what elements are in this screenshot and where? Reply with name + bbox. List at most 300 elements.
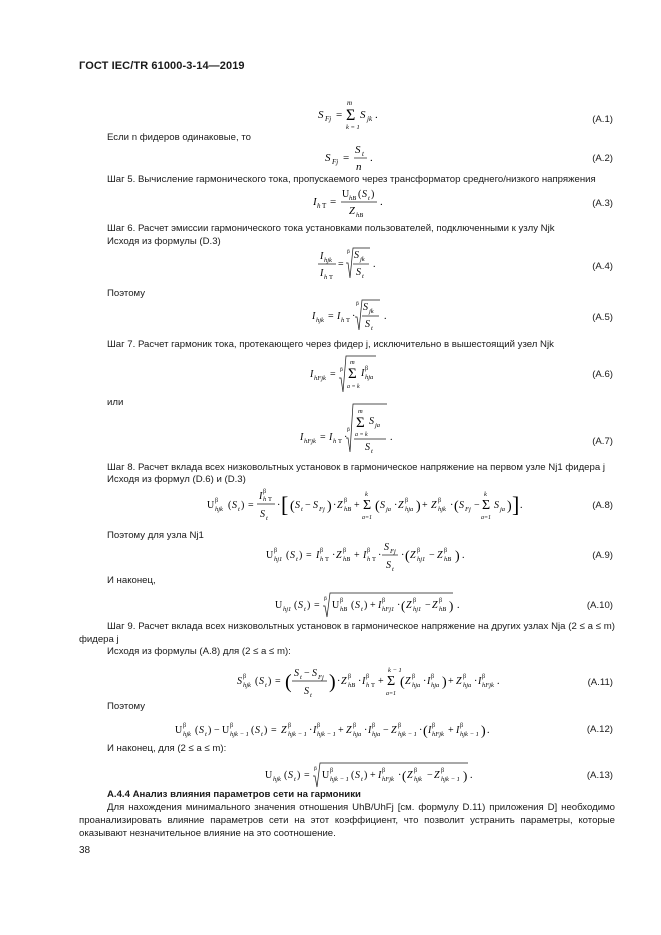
svg-text:hjk: hjk [316, 317, 324, 324]
svg-text:(: ( [351, 770, 355, 781]
svg-text:): ) [327, 499, 332, 514]
document-header: ГОСТ IEC/TR 61000-3-14—2019 [79, 60, 245, 72]
svg-text:β: β [330, 768, 334, 774]
svg-text:S: S [355, 770, 360, 781]
svg-text:jk: jk [369, 308, 374, 315]
equation-a9-graphic [266, 538, 476, 574]
svg-text:t: t [301, 506, 303, 513]
svg-text:=: = [304, 770, 310, 781]
svg-text:(: ( [195, 725, 199, 736]
svg-text:·: · [309, 725, 313, 736]
svg-text:hjk − 1: hjk − 1 [330, 776, 349, 783]
svg-text:hjk: hjk [243, 682, 251, 689]
svg-text:I: I [478, 676, 482, 687]
svg-text:Σ: Σ [346, 107, 356, 124]
svg-text:−: − [427, 770, 433, 781]
svg-text:): ) [329, 671, 336, 693]
svg-text:U: U [222, 725, 230, 736]
svg-text:hB: hB [439, 606, 447, 613]
svg-text:): ) [507, 499, 512, 514]
svg-text:a=1: a=1 [386, 691, 397, 697]
svg-text:·: · [397, 600, 401, 611]
svg-text:−: − [214, 725, 220, 736]
svg-text:Z: Z [410, 550, 416, 561]
svg-text:S: S [290, 550, 295, 561]
svg-text:.: . [520, 500, 523, 511]
svg-text:k: k [365, 491, 368, 498]
svg-text:·: · [358, 676, 362, 687]
svg-text:hj1: hj1 [417, 556, 426, 563]
svg-text:hFjk: hFjk [432, 731, 444, 738]
svg-text:β: β [382, 598, 386, 604]
svg-text:β: β [460, 723, 464, 729]
svg-text:S: S [355, 144, 361, 156]
svg-text:+: + [338, 725, 344, 736]
svg-text:=: = [314, 600, 320, 611]
svg-text:I: I [300, 432, 304, 443]
svg-text:Z: Z [398, 500, 404, 511]
svg-text:jk: jk [360, 256, 365, 263]
svg-text:(: ( [285, 671, 292, 693]
svg-text:β: β [482, 674, 486, 680]
svg-text:hja: hja [412, 682, 421, 689]
svg-text:h: h [324, 274, 328, 281]
svg-text:Z: Z [431, 500, 437, 511]
equation-a3-graphic [313, 185, 393, 219]
svg-text:S: S [365, 442, 370, 453]
svg-text:t: t [361, 606, 363, 613]
equation-a12 [175, 713, 525, 748]
svg-text:.: . [373, 259, 376, 270]
svg-text:U: U [322, 770, 330, 781]
svg-text:·: · [364, 725, 368, 736]
svg-text:β: β [215, 498, 219, 504]
svg-text:T: T [346, 317, 350, 324]
svg-text:h: h [366, 682, 370, 689]
equation-a8 [207, 484, 527, 529]
text-line: Если n фидеров одинаковые, то [107, 132, 251, 143]
svg-text:+: + [370, 770, 376, 781]
svg-text:S: S [384, 542, 389, 553]
equation-a6-graphic [310, 354, 390, 396]
svg-text:h: h [333, 438, 337, 445]
svg-text:β: β [444, 548, 448, 554]
svg-text:.: . [497, 676, 500, 687]
svg-text:β: β [320, 548, 324, 554]
svg-text:hB: hB [444, 556, 452, 563]
equation-a6 [310, 354, 390, 399]
svg-text:=: = [338, 259, 344, 270]
text-line: Шаг 6. Расчет эмиссии гармонического тока установками пользователей, подключенными к узлу Njk [107, 223, 555, 234]
svg-text:I: I [427, 676, 431, 687]
svg-text:S: S [260, 509, 265, 520]
svg-text:T: T [268, 496, 272, 503]
equation-number-a10: (A.10) [586, 600, 613, 611]
svg-text:S: S [363, 302, 368, 313]
svg-text:S: S [365, 319, 370, 330]
svg-text:hB: hB [340, 606, 348, 613]
svg-text:S: S [288, 770, 293, 781]
svg-text:k = 1: k = 1 [346, 124, 360, 131]
svg-text:.: . [384, 311, 387, 322]
text-line: Поэтому [107, 288, 146, 299]
svg-text:): ) [455, 549, 460, 564]
svg-text:I: I [363, 550, 367, 561]
svg-text:·: · [344, 432, 348, 443]
equation-number-a8: (A.8) [592, 500, 613, 511]
svg-text:β: β [347, 249, 350, 255]
svg-text:I: I [428, 725, 432, 736]
svg-text:Z: Z [405, 676, 411, 687]
text-line: или [107, 397, 124, 408]
svg-text:t: t [310, 692, 312, 699]
svg-text:(: ( [402, 768, 407, 783]
svg-text:Z: Z [336, 550, 342, 561]
svg-text:m: m [358, 408, 363, 415]
svg-text:I: I [329, 432, 333, 443]
svg-text:t: t [205, 731, 207, 738]
text-line: И наконец, для (2 ≤ a ≤ m): [107, 743, 227, 754]
svg-text:=: = [330, 196, 337, 208]
svg-text:t: t [362, 150, 364, 158]
svg-text:.: . [487, 725, 490, 736]
svg-text:): ) [463, 768, 468, 783]
svg-text:·: · [332, 550, 336, 561]
text-line: И наконец, [107, 575, 156, 586]
equation-number-a5: (A.5) [592, 312, 613, 323]
svg-text:β: β [344, 498, 348, 504]
svg-text:a = k: a = k [347, 384, 360, 390]
svg-text:−: − [383, 725, 389, 736]
equation-a3 [313, 185, 393, 222]
svg-text:S: S [356, 267, 361, 278]
svg-text:T: T [329, 274, 333, 281]
svg-text:t: t [261, 731, 263, 738]
equation-a1-graphic [318, 98, 408, 132]
equation-a9 [266, 538, 476, 577]
equation-a11-graphic [237, 660, 507, 704]
svg-text:β: β [356, 301, 359, 307]
svg-text:t: t [368, 195, 370, 202]
svg-text:S: S [362, 189, 367, 200]
svg-text:β: β [347, 427, 350, 433]
svg-text:ja: ja [500, 506, 506, 513]
svg-text:Z: Z [437, 550, 443, 561]
svg-text:β: β [414, 768, 418, 774]
section-heading: A.4.4 Анализ влияния параметров сети на гармоники [107, 789, 361, 800]
svg-text:Σ: Σ [356, 415, 365, 431]
svg-text:β: β [317, 723, 321, 729]
svg-text:S: S [313, 500, 318, 511]
svg-text:hFj1: hFj1 [382, 606, 395, 613]
text-paragraph: Шаг 9. Расчет вклада всех низковольтных установок в гармоническое напряжение на других узлах Nja (2 ≤ a ≤ m) фидера j [79, 621, 615, 645]
svg-text:−: − [304, 668, 310, 679]
svg-text:I: I [368, 725, 372, 736]
svg-text:hjk − 1: hjk − 1 [460, 731, 479, 738]
svg-text:k − 1: k − 1 [388, 667, 402, 674]
svg-text:a = k: a = k [355, 432, 368, 438]
svg-text:): ) [416, 499, 421, 514]
equation-number-a12: (A.12) [586, 724, 613, 735]
svg-text:S: S [380, 500, 385, 511]
svg-text:−: − [425, 600, 431, 611]
svg-text:]: ] [512, 492, 520, 517]
svg-text:): ) [442, 675, 447, 690]
svg-text:hjk − 1: hjk − 1 [398, 731, 417, 738]
svg-text:·: · [333, 500, 337, 511]
svg-text:I: I [259, 491, 263, 502]
text-line: Исходя из формулы (D.3) [107, 236, 221, 247]
equation-a10-graphic [275, 590, 465, 620]
svg-text:β: β [243, 674, 247, 680]
svg-text:I: I [378, 600, 382, 611]
svg-text:(: ( [255, 676, 259, 687]
svg-text:I: I [361, 368, 365, 379]
svg-text:hB: hB [344, 506, 352, 513]
svg-text:): ) [364, 600, 368, 611]
svg-text:n: n [356, 161, 362, 173]
svg-text:hja: hja [405, 506, 414, 513]
equation-a2-graphic [325, 142, 385, 174]
text-paragraph: Для нахождения минимального значения отношения UhB/UhFj [см. формулу D.11) приложения D] необходимо проанализировать влияние параметров сети на этот коэффициент, что позволит устранить параметры, которые оказывают незначительное влияние на это соотношение. [79, 802, 615, 839]
svg-text:Z: Z [434, 770, 440, 781]
svg-text:β: β [405, 498, 409, 504]
svg-text:β: β [382, 768, 386, 774]
svg-text:I: I [320, 251, 324, 262]
svg-text:.: . [470, 770, 473, 781]
equation-a10 [275, 590, 465, 623]
svg-text:S: S [304, 686, 309, 697]
svg-text:Z: Z [349, 206, 355, 217]
svg-text:hjk − 1: hjk − 1 [317, 731, 336, 738]
svg-text:β: β [432, 723, 436, 729]
text-line: Исходя из формул (D.6) и (D.3) [107, 474, 246, 485]
svg-text:=: = [336, 109, 343, 121]
svg-text:T: T [372, 556, 376, 563]
equation-a2 [325, 142, 385, 177]
svg-text:·: · [419, 725, 423, 736]
svg-text:T: T [325, 556, 329, 563]
svg-text:(: ( [286, 550, 290, 561]
svg-text:): ) [449, 598, 454, 613]
svg-text:hjk: hjk [273, 776, 281, 783]
svg-text:hjk: hjk [215, 506, 223, 513]
svg-text:Σ: Σ [387, 674, 396, 689]
svg-text:Fj: Fj [332, 158, 339, 166]
svg-text:I: I [313, 196, 317, 208]
equation-number-a7: (A.7) [592, 436, 613, 447]
svg-text:jk: jk [367, 115, 373, 123]
svg-text:β: β [274, 548, 278, 554]
svg-text:I: I [378, 770, 382, 781]
equation-number-a13: (A.13) [586, 770, 613, 781]
svg-text:β: β [417, 548, 421, 554]
svg-text:I: I [312, 311, 316, 322]
svg-text:S: S [294, 668, 299, 679]
svg-text:a=1: a=1 [481, 515, 492, 521]
text-line: Шаг 5. Вычисление гармонического тока, пропускаемого через трансформатор среднего/низкого напряжения [107, 174, 596, 185]
svg-text:ja: ja [386, 506, 392, 513]
svg-text:S: S [232, 500, 237, 511]
svg-text:hjk: hjk [414, 776, 422, 783]
svg-text:·: · [394, 500, 398, 511]
svg-text:.: . [370, 152, 373, 164]
svg-text:=: = [343, 152, 350, 164]
svg-text:t: t [371, 448, 373, 454]
svg-text:β: β [439, 598, 443, 604]
svg-text:(: ( [423, 724, 428, 739]
svg-text:h: h [341, 317, 345, 324]
svg-text:hjk − 1: hjk − 1 [441, 776, 460, 783]
equation-number-a2: (A.2) [592, 153, 613, 164]
svg-text:Z: Z [337, 500, 343, 511]
svg-text:Σ: Σ [482, 498, 491, 513]
svg-text:Fj: Fj [465, 506, 471, 513]
svg-text:·: · [401, 550, 405, 561]
svg-text:I: I [362, 676, 366, 687]
svg-text:t: t [238, 506, 240, 513]
svg-text:h: h [317, 202, 321, 210]
svg-text:hB: hB [356, 212, 364, 219]
svg-text:β: β [340, 367, 343, 373]
svg-text:β: β [314, 766, 317, 772]
svg-text:·: · [337, 676, 341, 687]
svg-text:+: + [354, 550, 360, 561]
svg-text:): ) [241, 500, 245, 511]
svg-text:U: U [175, 725, 183, 736]
svg-text:Fj: Fj [325, 115, 332, 123]
svg-text:S: S [494, 500, 499, 511]
svg-text:·: · [277, 500, 281, 511]
svg-text:S: S [298, 600, 303, 611]
svg-text:·: · [474, 676, 478, 687]
svg-text:Z: Z [341, 676, 347, 687]
svg-text:·: · [352, 311, 356, 322]
svg-text:I: I [320, 268, 324, 279]
svg-text:ja: ja [375, 422, 381, 429]
svg-text:(: ( [375, 499, 380, 514]
svg-text:hja: hja [463, 682, 472, 689]
svg-text:(: ( [358, 189, 362, 200]
svg-text:−: − [474, 500, 480, 511]
svg-text:hFjk: hFjk [382, 776, 394, 783]
svg-text:S: S [255, 725, 260, 736]
svg-text:I: I [313, 725, 317, 736]
svg-text:t: t [300, 674, 302, 681]
svg-text:·: · [450, 500, 454, 511]
svg-text:Fj: Fj [319, 506, 325, 513]
equation-a11 [237, 660, 507, 707]
svg-text:I: I [456, 725, 460, 736]
svg-text:hjk: hjk [183, 731, 191, 738]
svg-text:Z: Z [407, 770, 413, 781]
svg-text:U: U [342, 189, 350, 200]
page-number: 38 [79, 845, 91, 856]
svg-text:hFjk: hFjk [304, 438, 316, 445]
svg-text:+: + [448, 676, 454, 687]
svg-text:−: − [429, 550, 435, 561]
svg-text:U: U [275, 600, 283, 611]
svg-text:.: . [380, 196, 383, 208]
equation-a4-graphic [318, 245, 388, 283]
svg-text:hj1: hj1 [274, 556, 283, 563]
svg-text:): ) [264, 725, 268, 736]
svg-text:): ) [297, 770, 301, 781]
svg-text:β: β [183, 723, 187, 729]
equation-a4 [318, 245, 388, 286]
svg-text:=: = [306, 550, 312, 561]
svg-text:T: T [371, 682, 375, 689]
svg-text:hj1: hj1 [283, 606, 292, 613]
svg-text:β: β [263, 489, 267, 495]
svg-text:S: S [354, 250, 359, 261]
svg-text:β: β [463, 674, 467, 680]
svg-text:.: . [457, 600, 460, 611]
svg-text:−: − [305, 500, 311, 511]
svg-text:U: U [207, 500, 215, 511]
svg-text:.: . [462, 550, 465, 561]
svg-text:S: S [199, 725, 204, 736]
equation-a5-graphic [312, 297, 402, 333]
svg-text:S: S [312, 668, 317, 679]
svg-text:(: ( [405, 549, 410, 564]
svg-text:·: · [378, 550, 382, 561]
svg-text:β: β [365, 366, 369, 372]
svg-text:hFjk: hFjk [314, 375, 326, 382]
text-line: Шаг 8. Расчет вклада всех низковольтных установок в гармоническое напряжение на первом узле Nj1 фидера j [107, 462, 605, 473]
svg-text:β: β [431, 674, 435, 680]
svg-text:Z: Z [346, 725, 352, 736]
svg-text:t: t [304, 606, 306, 613]
svg-text:S: S [369, 416, 374, 427]
svg-text:hFjk: hFjk [482, 682, 494, 689]
svg-text:S: S [355, 600, 360, 611]
svg-text:t: t [296, 556, 298, 563]
svg-text:t: t [265, 682, 267, 689]
equation-number-a6: (A.6) [592, 369, 613, 380]
svg-text:β: β [340, 598, 344, 604]
svg-text:hja: hja [372, 731, 381, 738]
svg-text:=: = [320, 432, 326, 443]
svg-text:U: U [266, 550, 274, 561]
svg-text:β: β [343, 548, 347, 554]
svg-text:·: · [423, 676, 427, 687]
svg-text:hB: hB [343, 556, 351, 563]
svg-text:h: h [320, 556, 324, 563]
svg-text:): ) [208, 725, 212, 736]
equation-a7 [300, 402, 400, 457]
svg-text:S: S [325, 152, 331, 164]
svg-text:I: I [310, 369, 314, 380]
svg-text:Fj: Fj [390, 548, 396, 555]
svg-text:): ) [299, 550, 303, 561]
svg-text:): ) [481, 724, 486, 739]
svg-text:=: = [328, 311, 334, 322]
equation-number-a11: (A.11) [587, 677, 613, 688]
svg-text:hja: hja [365, 374, 374, 381]
svg-text:Z: Z [391, 725, 397, 736]
equation-a1 [318, 98, 408, 135]
svg-text:β: β [288, 723, 292, 729]
svg-text:β: β [366, 674, 370, 680]
svg-text:β: β [413, 598, 417, 604]
svg-text:+: + [378, 676, 384, 687]
svg-text:+: + [448, 725, 454, 736]
svg-text:hjk: hjk [324, 257, 332, 264]
svg-text:m: m [347, 99, 353, 107]
svg-text:): ) [364, 770, 368, 781]
svg-text:(: ( [251, 725, 255, 736]
